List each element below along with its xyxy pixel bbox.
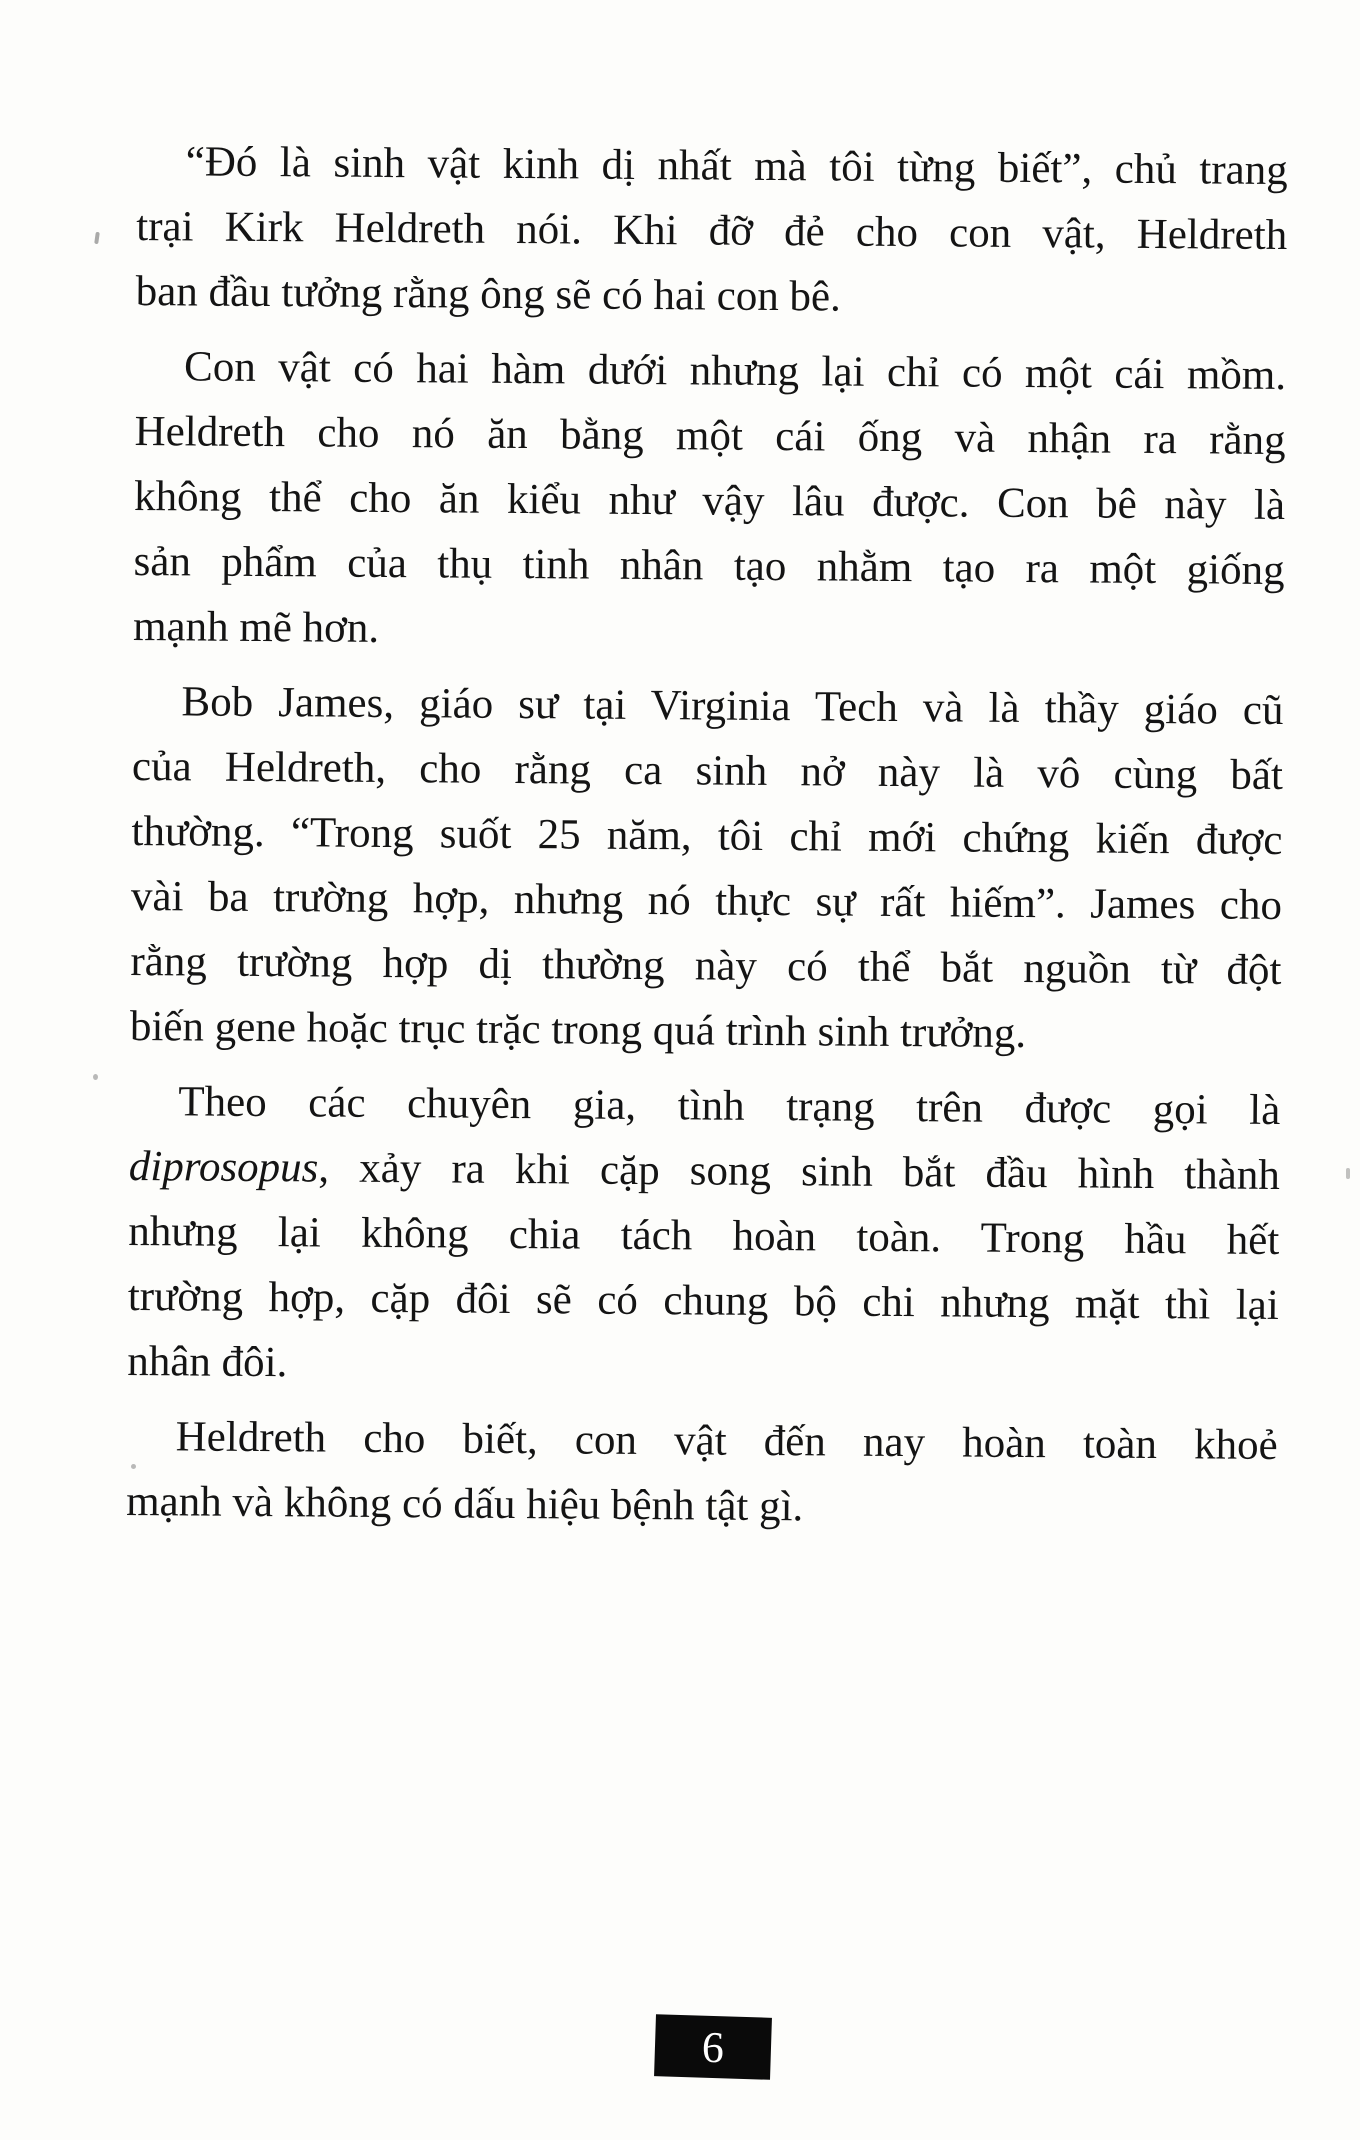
text-line: trại Kirk Heldreth nói. Khi đỡ đẻ cho con vật, Heldreth — [136, 202, 1288, 260]
text-line: nhân đôi. — [127, 1337, 288, 1387]
text-line: “Đó là sinh vật kinh dị nhất mà tôi từng biết”, chủ trang — [185, 138, 1288, 195]
text-line: ban đầu tưởng rằng ông sẽ có hai con bê. — [135, 267, 842, 321]
paragraph — [126, 1404, 1278, 1543]
page-number-badge — [654, 2014, 772, 2080]
text-line: rằng trường hợp dị thường này có thể bắt nguồn từ đột — [130, 937, 1282, 995]
text-line: Con vật có hai hàm dưới nhưng lại chỉ có một cái mồm. — [183, 343, 1287, 400]
text-line: thường. “Trong suốt 25 năm, tôi chỉ mới chứng kiến được — [131, 807, 1283, 865]
text-line: Bob James, giáo sư tại Virginia Tech và là thầy giáo cũ — [181, 678, 1284, 735]
text-line: mạnh và không có dấu hiệu bệnh tật gì. — [126, 1477, 804, 1531]
text-line: Heldreth cho biết, con vật đến nay hoàn toàn khoẻ — [175, 1413, 1278, 1469]
paragraph — [130, 669, 1284, 1068]
paragraph — [135, 129, 1287, 333]
italic-term: diprosopus — [128, 1142, 319, 1192]
text-line: Heldreth cho nó ăn bằng một cái ống và nhận ra rằng — [134, 407, 1286, 465]
scan-artifact — [94, 232, 100, 244]
text-line: sản phẩm của thụ tinh nhân tạo nhằm tạo ra một giống — [133, 537, 1285, 595]
text-line: Theo các chuyên gia, tình trạng trên được gọi là — [178, 1078, 1281, 1135]
scan-artifact — [93, 1074, 98, 1080]
text-line: của Heldreth, cho rằng ca sinh nở này là vô cùng bất — [131, 742, 1284, 800]
text-line — [129, 1134, 1280, 1208]
text-run: , xảy ra khi cặp song sinh bắt đầu hình thành — [318, 1144, 1281, 1200]
text-line: không thể cho ăn kiểu như vậy lâu được. Con bê này là — [133, 472, 1286, 530]
text-line: biến gene hoặc trục trặc trong quá trình sinh trưởng. — [129, 1002, 1027, 1058]
scan-artifact — [131, 1464, 136, 1469]
text-line: mạnh mẽ hơn. — [132, 602, 380, 652]
text-line: nhưng lại không chia tách hoàn toàn. Trong hầu hết — [128, 1207, 1280, 1265]
text-line: vài ba trường hợp, nhưng nó thực sự rất hiếm”. James cho — [130, 872, 1283, 930]
paragraph — [133, 334, 1287, 668]
text-column — [126, 129, 1288, 1543]
scan-artifact — [1346, 1168, 1350, 1179]
paragraph — [127, 1069, 1281, 1403]
page-number: 6 — [701, 2022, 725, 2072]
text-line: trường hợp, cặp đôi sẽ có chung bộ chi nhưng mặt thì lại — [127, 1272, 1279, 1330]
